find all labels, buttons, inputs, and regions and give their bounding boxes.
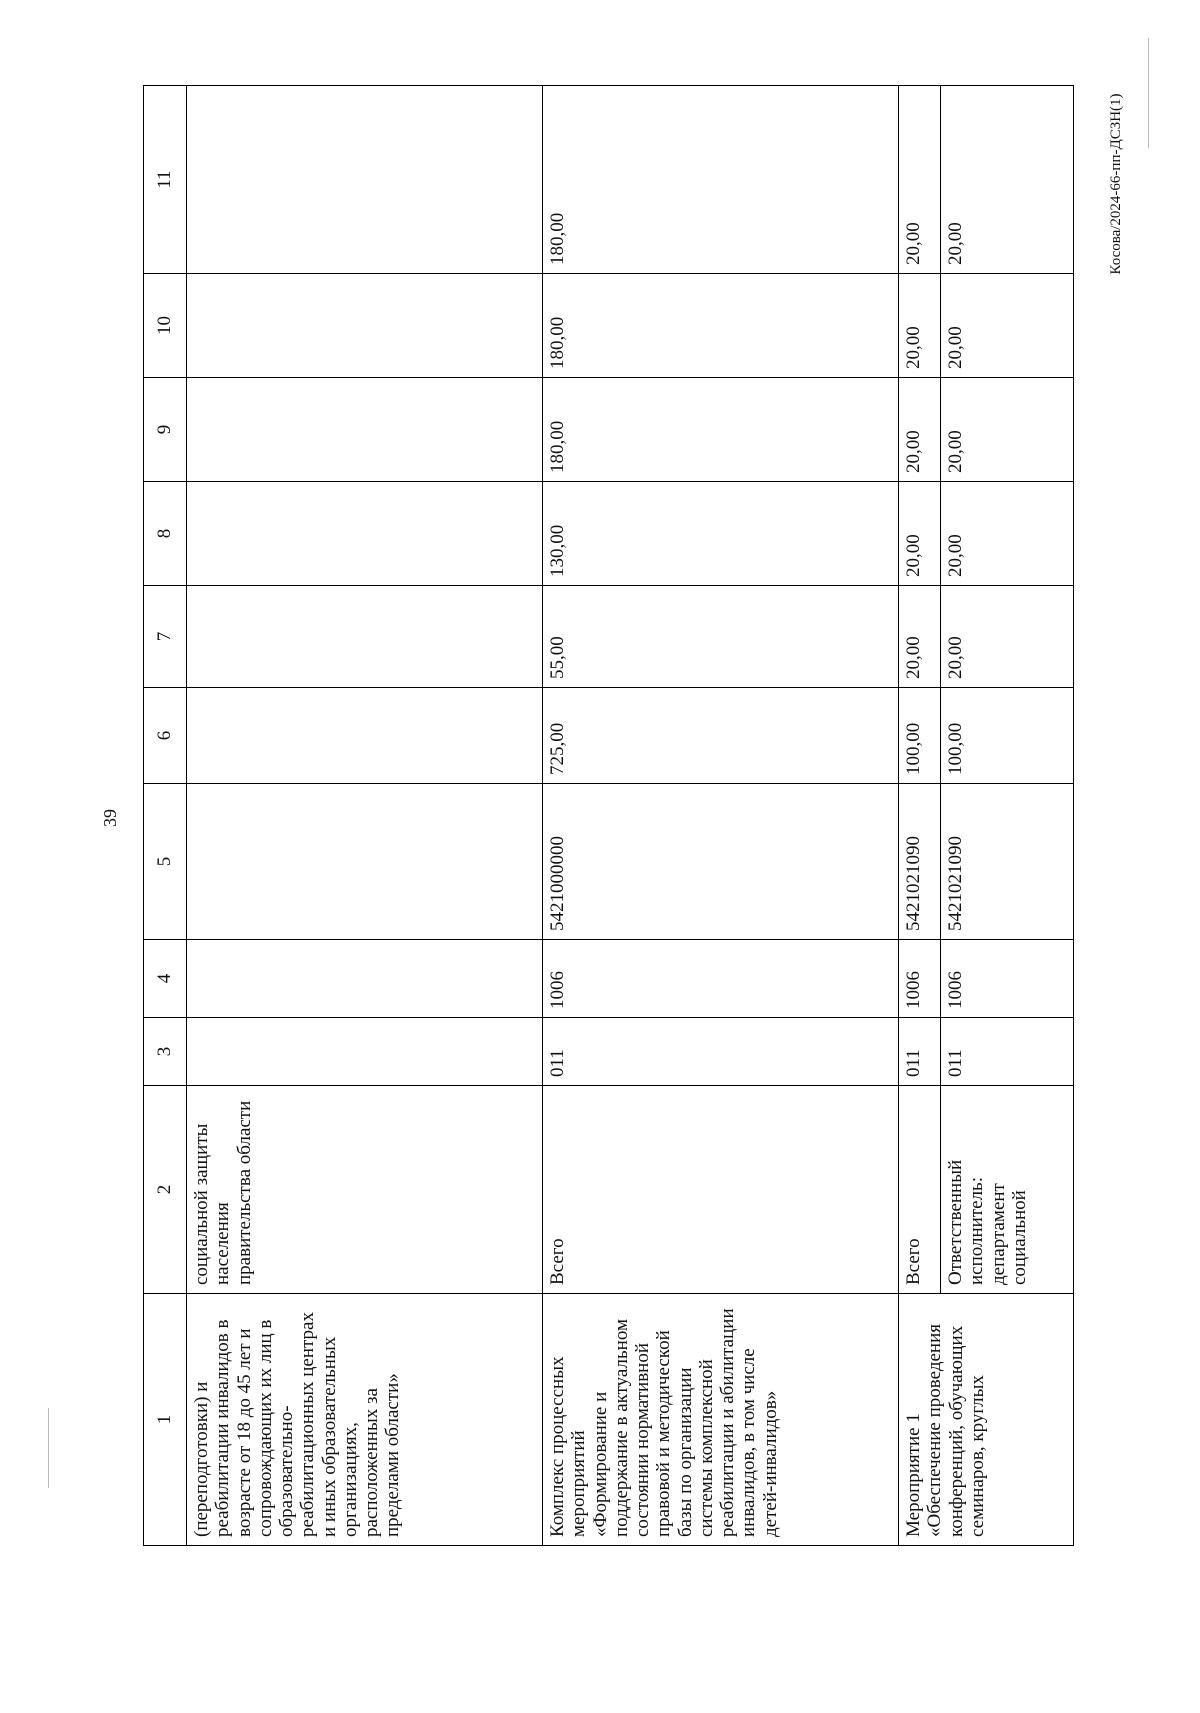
executor-cell: Всего (899, 1086, 941, 1294)
value-cell: 20,00 (941, 482, 1074, 586)
code-cell: 5421021090 (941, 784, 1074, 940)
code-cell: 5421021090 (899, 784, 941, 940)
code-cell (187, 1018, 543, 1086)
value-cell (187, 378, 543, 482)
header-cell: 11 (144, 86, 187, 274)
value-cell: 130,00 (543, 482, 899, 586)
value-cell: 20,00 (941, 274, 1074, 378)
header-row (144, 86, 187, 1546)
value-cell (187, 688, 543, 784)
code-cell: 1006 (941, 940, 1074, 1018)
table-row (543, 86, 899, 1546)
header-cell: 9 (144, 378, 187, 482)
value-cell: 100,00 (899, 688, 941, 784)
header-cell: 6 (144, 688, 187, 784)
header-cell: 7 (144, 586, 187, 688)
value-cell: 100,00 (941, 688, 1074, 784)
value-cell (187, 586, 543, 688)
budget-table (143, 85, 1074, 1546)
value-cell (187, 86, 543, 274)
table-row (187, 86, 543, 1546)
code-cell: 011 (941, 1018, 1074, 1086)
header-cell: 10 (144, 274, 187, 378)
value-cell: 20,00 (899, 586, 941, 688)
value-cell: 20,00 (899, 378, 941, 482)
value-cell: 20,00 (941, 378, 1074, 482)
header-cell: 1 (144, 1294, 187, 1546)
executor-cell: Ответственный исполнитель: департамент социальной (941, 1086, 1074, 1294)
event-description-cell: (переподготовки) и реабилитации инвалидов в возрасте от 18 до 45 лет и сопровождающих их лиц в образовательно-реабилитационных центрах и иных образовательных организациях, расположенных за пределами области» (187, 1294, 543, 1546)
header-cell: 3 (144, 1018, 187, 1086)
header-cell: 5 (144, 784, 187, 940)
header-cell: 8 (144, 482, 187, 586)
code-cell: 5421000000 (543, 784, 899, 940)
value-cell: 20,00 (899, 274, 941, 378)
value-cell: 55,00 (543, 586, 899, 688)
executor-cell: социальной защиты населения правительства области (187, 1086, 543, 1294)
code-cell: 011 (543, 1018, 899, 1086)
value-cell: 725,00 (543, 688, 899, 784)
value-cell: 20,00 (899, 482, 941, 586)
document-code: Косова/2024-66-пп-ДСЗН(1) (1108, 93, 1124, 275)
value-cell: 180,00 (543, 86, 899, 274)
value-cell: 180,00 (543, 274, 899, 378)
executor-cell: Всего (543, 1086, 899, 1294)
header-cell: 2 (144, 1086, 187, 1294)
event-description-cell: Мероприятие 1 «Обеспечение проведения конференций, обучающих семинаров, круглых (899, 1294, 1074, 1546)
value-cell: 20,00 (941, 586, 1074, 688)
code-cell: 1006 (899, 940, 941, 1018)
value-cell: 20,00 (899, 86, 941, 274)
value-cell: 20,00 (941, 86, 1074, 274)
table-row (899, 86, 941, 1546)
header-cell: 4 (144, 940, 187, 1018)
scan-artifact (1148, 38, 1149, 148)
code-cell (187, 940, 543, 1018)
code-cell: 011 (899, 1018, 941, 1086)
code-cell: 1006 (543, 940, 899, 1018)
page-number: 39 (100, 809, 120, 827)
rotated-table-wrapper (143, 86, 1072, 1546)
value-cell (187, 274, 543, 378)
value-cell: 180,00 (543, 378, 899, 482)
value-cell (187, 482, 543, 586)
event-description-cell: Комплекс процессных мероприятий «Формирование и поддержание в актуальном состоянии нормативной правовой и методической базы по организации системы комплексной реабилитации и абилитации инвалидов, в том числе детей-инвалидов» (543, 1294, 899, 1546)
scan-artifact (48, 1408, 49, 1488)
code-cell (187, 784, 543, 940)
